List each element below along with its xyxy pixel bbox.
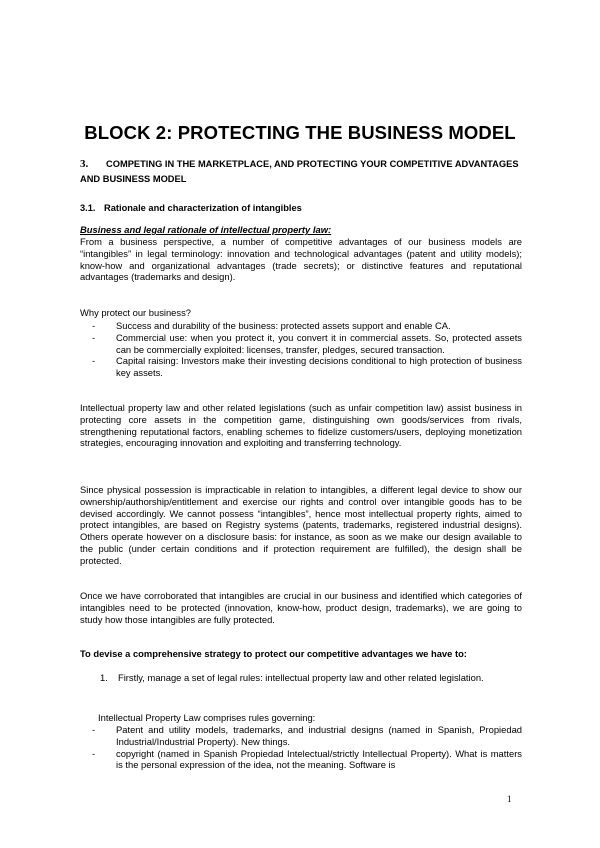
section-number: 3. (80, 158, 89, 170)
paragraph-2: Intellectual property law and other related legislations (such as unfair competition law) assist business in protecting core assets in the competition game, distinguishing own goods/services from rivals, strengthening reputational factors, enabling schemes to fidelize customers/users, deploying monetization strategies, encouraging innovation and exploiting and transferring technology. (80, 402, 522, 449)
paragraph-3: Since physical possession is impracticable in relation to intangibles, a different legal device to show our ownership/authorship/entitlement and exercise our rights and control over intangible goods has to be devised accordingly. We cannot possess “intangibles”, hence most intellectual property rights, aimed to protect intangibles, are based on Registry systems (patents, trademarks, registered industrial designs). Others operate however on a disclosure basis: for instance, as soon as we make our design available to the public (under certain conditions and if protection requirement are fulfilled), the design shall be protected. (80, 484, 522, 566)
section-title: COMPETING IN THE MARKETPLACE, AND PROTECTING YOUR COMPETITIVE ADVANTAGES AND BUSINESS MODEL (80, 159, 519, 184)
ipl-intro: Intellectual Property Law comprises rules governing: (98, 712, 316, 723)
item-text: Firstly, manage a set of legal rules: intellectual property law and other related legislation. (118, 672, 484, 683)
why-list (80, 320, 522, 379)
subsection-heading (80, 203, 302, 213)
subsection-number: 3.1. (80, 203, 96, 213)
list-item: - Patent and utility models, trademarks, and industrial designs (named in Spanish, Propiedad Industrial/Industrial Property). New things. (80, 724, 522, 748)
item-number: 1. (100, 672, 108, 683)
why-heading: Why protect our business? (80, 307, 191, 318)
list-item: - copyright (named in Spanish Propiedad Intelectual/strictly Intellectual Property). What is matters is the personal expression of the idea, not the meaning. Software is (80, 748, 522, 772)
numbered-item (100, 672, 522, 684)
paragraph-1: From a business perspective, a number of competitive advantages of our business models are “intangibles” in legal terminology: innovation and technological advantages (patent and utility models); know-how and organizational advantages (trade secrets); or distinctive features and reputational advantages (trademarks and design). (80, 236, 522, 283)
page-number: 1 (507, 794, 512, 804)
list-item: - Commercial use: when you protect it, you convert it in commercial assets. So, protected assets can be commercially exploited: licenses, transfer, pledges, secured transaction. (80, 332, 522, 356)
ipl-list (80, 724, 522, 771)
page-title: BLOCK 2: PROTECTING THE BUSINESS MODEL (84, 122, 516, 143)
subsection-title: Rationale and characterization of intangibles (104, 203, 302, 213)
list-item: - Success and durability of the business: protected assets support and enable CA. (80, 320, 522, 332)
strategy-heading: To devise a comprehensive strategy to protect our competitive advantages we have to: (80, 648, 467, 659)
paragraph-4: Once we have corroborated that intangibles are crucial in our business and identified which categories of intangibles need to be protected (innovation, know-how, product design, trademarks), we are going to study how those intangibles are fully protected. (80, 590, 522, 625)
section-heading (80, 157, 524, 187)
italic-heading: Business and legal rationale of intellectual property law: (80, 224, 332, 235)
list-item: - Capital raising: Investors make their investing decisions conditional to high protection of business key assets. (80, 355, 522, 379)
